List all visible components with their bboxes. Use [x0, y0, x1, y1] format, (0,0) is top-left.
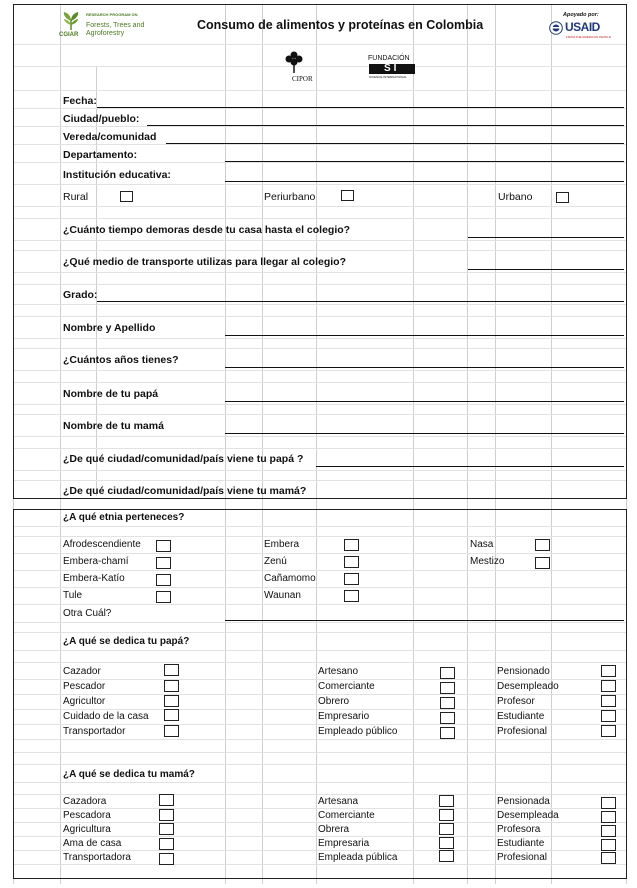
field-institucion[interactable] [225, 181, 624, 182]
field-vereda[interactable] [166, 143, 624, 144]
ocupacion-papa-option: Cazador [63, 666, 101, 677]
field-edad[interactable] [225, 367, 624, 368]
label-institucion: Institución educativa: [63, 169, 171, 181]
checkbox-ocupacion-mama[interactable] [601, 797, 616, 809]
label-grado: Grado: [63, 289, 98, 301]
checkbox-ocupacion-papa[interactable] [164, 680, 179, 692]
checkbox-ocupacion-mama[interactable] [439, 837, 454, 849]
checkbox-ocupacion-mama[interactable] [159, 823, 174, 835]
checkbox-ocupacion-papa[interactable] [601, 665, 616, 677]
etnia-option: Cañamomo [264, 573, 316, 584]
ocupacion-mama-option: Desempleada [497, 810, 559, 821]
checkbox-ocupacion-papa[interactable] [164, 664, 179, 676]
usaid-sub: FROM THE AMERICAN PEOPLE [566, 35, 611, 39]
field-departamento[interactable] [225, 161, 624, 162]
ocupacion-mama-option: Ama de casa [63, 838, 122, 849]
etnia-option: Embera-chamí [63, 556, 129, 567]
checkbox-ocupacion-papa[interactable] [440, 712, 455, 724]
checkbox-ocupacion-papa[interactable] [601, 710, 616, 722]
checkbox-etnia[interactable] [344, 573, 359, 585]
field-ciudad[interactable] [147, 125, 624, 126]
usaid-seal-icon [549, 21, 563, 35]
checkbox-ocupacion-papa[interactable] [440, 727, 455, 739]
fundacion-sub: SCIENCE INTERNATIONAL [369, 75, 407, 79]
checkbox-ocupacion-papa[interactable] [164, 695, 179, 707]
checkbox-ocupacion-papa[interactable] [601, 725, 616, 737]
field-otra[interactable] [225, 620, 624, 621]
cgiar-logo [57, 10, 147, 40]
ocupacion-mama-option: Obrera [318, 824, 350, 835]
cgiar-line1: Forests, Trees and [86, 22, 145, 29]
checkbox-ocupacion-papa[interactable] [601, 695, 616, 707]
checkbox-etnia[interactable] [156, 591, 171, 603]
checkbox-rural[interactable] [120, 191, 133, 202]
field-origen-papa[interactable] [316, 466, 624, 467]
label-vereda: Vereda/comunidad [63, 131, 157, 143]
ocupacion-papa-option: Comerciante [318, 681, 375, 692]
question-ocupacion-mama: ¿A qué se dedica tu mamá? [63, 769, 195, 780]
ocupacion-papa-option: Pescador [63, 681, 106, 692]
checkbox-ocupacion-papa[interactable] [164, 725, 179, 737]
ocupacion-mama-option: Profesional [497, 852, 548, 863]
ocupacion-mama-option: Profesora [497, 824, 541, 835]
checkbox-etnia[interactable] [344, 556, 359, 568]
checkbox-etnia[interactable] [344, 590, 359, 602]
page-title: Consumo de alimentos y proteínas en Colombia [197, 18, 484, 32]
flower-icon [284, 50, 304, 74]
ocupacion-mama-option: Cazadora [63, 796, 107, 807]
cgiar-program: RESEARCH PROGRAM ON [86, 12, 138, 17]
label-ciudad: Ciudad/pueblo: [63, 113, 140, 125]
ocupacion-papa-option: Artesano [318, 666, 359, 677]
ocupacion-mama-option: Pescadora [63, 810, 111, 821]
checkbox-ocupacion-mama[interactable] [439, 823, 454, 835]
label-papa: Nombre de tu papá [63, 388, 159, 400]
checkbox-ocupacion-mama[interactable] [439, 795, 454, 807]
ocupacion-papa-option: Pensionado [497, 666, 550, 677]
etnia-option: Nasa [470, 539, 494, 550]
checkbox-ocupacion-papa[interactable] [440, 667, 455, 679]
ocupacion-papa-option: Estudiante [497, 711, 545, 722]
question-origen-mama: ¿De qué ciudad/comunidad/país viene tu mamá? [63, 485, 307, 497]
ocupacion-papa-option: Empresario [318, 711, 370, 722]
ocupacion-mama-option: Comerciante [318, 810, 375, 821]
checkbox-periurbano[interactable] [341, 190, 354, 201]
ocupacion-mama-option: Agricultura [63, 824, 111, 835]
checkbox-ocupacion-mama[interactable] [159, 838, 174, 850]
field-fecha[interactable] [97, 107, 624, 108]
ocupacion-papa-option: Agricultor [63, 696, 106, 707]
ocupacion-papa-option: Cuidado de la casa [63, 711, 149, 722]
checkbox-ocupacion-mama[interactable] [439, 850, 454, 862]
ocupacion-mama-option: Transportadora [63, 852, 131, 863]
field-tiempo[interactable] [468, 237, 624, 238]
checkbox-urbano[interactable] [556, 192, 569, 203]
etnia-option: Tule [63, 590, 83, 601]
label-otra: Otra Cuál? [63, 608, 112, 619]
label-fecha: Fecha: [63, 95, 97, 107]
ocupacion-mama-option: Empresaria [318, 838, 370, 849]
ocupacion-papa-option: Obrero [318, 696, 350, 707]
etnia-option: Mestizo [470, 556, 505, 567]
cgiar-line2: Agroforestry [86, 30, 125, 37]
checkbox-etnia[interactable] [344, 539, 359, 551]
ocupacion-mama-option: Empleada pública [318, 852, 398, 863]
etnia-option: Embera [264, 539, 300, 550]
ocupacion-papa-option: Profesor [497, 696, 535, 707]
fundacion-text: FUNDACIÓN [368, 55, 410, 62]
ocupacion-papa-option: Transportador [63, 726, 126, 737]
checkbox-etnia[interactable] [156, 574, 171, 586]
fundacion-si-logo [366, 55, 418, 83]
checkbox-etnia[interactable] [156, 540, 171, 552]
checkbox-ocupacion-mama[interactable] [439, 809, 454, 821]
ocupacion-mama-option: Pensionada [497, 796, 550, 807]
checkbox-etnia[interactable] [156, 557, 171, 569]
ocupacion-papa-option: Desempleado [497, 681, 559, 692]
etnia-option: Waunan [264, 590, 301, 601]
ocupacion-papa-option: Empleado público [318, 726, 398, 737]
field-papa[interactable] [225, 401, 624, 402]
checkbox-ocupacion-mama[interactable] [159, 809, 174, 821]
checkbox-ocupacion-mama[interactable] [601, 839, 616, 851]
checkbox-etnia[interactable] [535, 557, 550, 569]
label-urbano: Urbano [498, 191, 533, 203]
cipor-logo [278, 50, 328, 86]
checkbox-ocupacion-papa[interactable] [601, 680, 616, 692]
usaid-logo [549, 12, 615, 42]
etnia-option: Embera-Katío [63, 573, 125, 584]
label-rural: Rural [63, 191, 89, 203]
label-departamento: Departamento: [63, 149, 138, 161]
ocupacion-mama-option: Estudiante [497, 838, 545, 849]
checkbox-ocupacion-mama[interactable] [601, 811, 616, 823]
label-mama: Nombre de tu mamá [63, 420, 164, 432]
label-edad: ¿Cuántos años tienes? [63, 354, 179, 366]
cgiar-text: CGIAR [59, 32, 79, 38]
field-nombre[interactable] [225, 335, 624, 336]
checkbox-ocupacion-mama[interactable] [601, 825, 616, 837]
fundacion-mark: SI [384, 63, 400, 74]
question-ocupacion-papa: ¿A qué se dedica tu papá? [63, 636, 190, 647]
checkbox-ocupacion-papa[interactable] [440, 682, 455, 694]
checkbox-ocupacion-papa[interactable] [164, 709, 179, 721]
field-mama[interactable] [225, 433, 624, 434]
cipor-text: CIPOR [292, 75, 313, 83]
question-tiempo: ¿Cuánto tiempo demoras desde tu casa hasta el colegio? [63, 224, 351, 236]
question-etnia: ¿A qué etnia perteneces? [63, 512, 185, 523]
ocupacion-mama-option: Artesana [318, 796, 359, 807]
checkbox-ocupacion-mama[interactable] [159, 794, 174, 806]
question-transporte: ¿Qué medio de transporte utilizas para llegar al colegio? [63, 256, 346, 268]
checkbox-ocupacion-papa[interactable] [440, 697, 455, 709]
cgiar-leaf-icon [60, 11, 82, 31]
etnia-option: Afrodescendiente [63, 539, 141, 550]
usaid-wordmark: USAID [565, 20, 600, 34]
label-periurbano: Periurbano [264, 191, 316, 203]
checkbox-ocupacion-mama[interactable] [159, 853, 174, 865]
label-nombre: Nombre y Apellido [63, 322, 156, 334]
checkbox-etnia[interactable] [535, 539, 550, 551]
checkbox-ocupacion-mama[interactable] [601, 852, 616, 864]
apoyado-por: Apoyado por: [563, 12, 599, 18]
field-transporte[interactable] [468, 269, 624, 270]
ocupacion-papa-option: Profesional [497, 726, 548, 737]
field-grado[interactable] [97, 301, 624, 302]
etnia-option: Zenú [264, 556, 287, 567]
question-origen-papa: ¿De qué ciudad/comunidad/país viene tu papá ? [63, 453, 304, 465]
